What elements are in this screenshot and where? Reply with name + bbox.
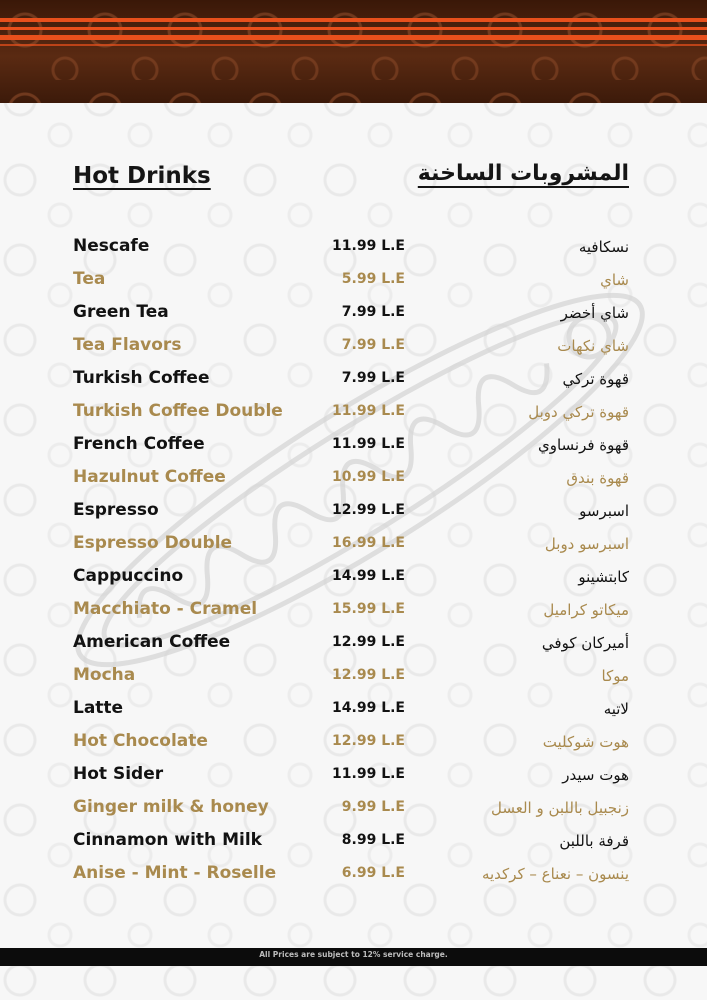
menu-item <box>0 561 707 594</box>
menu-item <box>0 363 707 396</box>
menu-item <box>0 726 707 759</box>
item-price: 7.99 L.E <box>341 370 405 386</box>
item-name-english: Hazulnut Coffee <box>73 467 226 487</box>
item-name-english: Cinnamon with Milk <box>73 830 262 850</box>
item-name-english: Anise - Mint - Roselle <box>73 863 277 883</box>
header-banner <box>0 0 707 103</box>
item-name-english: American Coffee <box>73 632 231 652</box>
item-name-english: Ginger milk & honey <box>73 797 269 817</box>
menu-item <box>0 627 707 660</box>
item-price: 11.99 L.E <box>332 238 405 254</box>
menu-item <box>0 858 707 891</box>
item-name-english: Mocha <box>73 665 136 685</box>
item-name-arabic: قهوة فرنساوي <box>537 436 629 454</box>
menu-item <box>0 495 707 528</box>
item-name-arabic: لاتيه <box>603 700 629 718</box>
item-name-english: Turkish Coffee Double <box>73 401 283 421</box>
item-name-english: Macchiato - Cramel <box>73 599 258 619</box>
item-name-arabic: هوت شوكليت <box>542 733 629 751</box>
menu-item <box>0 429 707 462</box>
item-name-arabic: زنجبيل باللبن و العسل <box>490 799 629 817</box>
item-price: 7.99 L.E <box>341 304 405 320</box>
item-name-english: Green Tea <box>73 302 169 322</box>
menu-list <box>0 231 707 891</box>
item-name-english: Cappuccino <box>73 566 184 586</box>
item-name-arabic: هوت سيدر <box>562 766 629 784</box>
service-charge-note: All Prices are subject to 12% service charge. <box>259 950 448 959</box>
item-price: 14.99 L.E <box>332 568 405 584</box>
item-name-arabic: كابتشينو <box>578 568 629 586</box>
item-price: 6.99 L.E <box>341 865 405 881</box>
item-price: 14.99 L.E <box>332 700 405 716</box>
item-name-arabic: ميكاتو كراميل <box>543 601 629 619</box>
item-name-arabic: ينسون – نعناع – كركديه <box>481 865 629 883</box>
item-price: 11.99 L.E <box>332 403 405 419</box>
menu-item <box>0 693 707 726</box>
menu-item <box>0 264 707 297</box>
item-name-english: Espresso <box>73 500 159 520</box>
item-name-arabic: قهوة تركي دوبل <box>528 403 629 421</box>
item-name-english: Turkish Coffee <box>73 368 210 388</box>
item-price: 11.99 L.E <box>332 766 405 782</box>
banner-stripe <box>0 27 707 30</box>
item-price: 8.99 L.E <box>341 832 405 848</box>
menu-item <box>0 462 707 495</box>
item-name-english: Nescafe <box>73 236 150 256</box>
item-price: 12.99 L.E <box>332 634 405 650</box>
item-name-english: Latte <box>73 698 124 718</box>
item-name-arabic: نسكافيه <box>578 238 629 256</box>
menu-item <box>0 660 707 693</box>
item-name-arabic: شاي <box>600 271 629 289</box>
item-price: 12.99 L.E <box>332 502 405 518</box>
menu-item <box>0 330 707 363</box>
banner-stripe <box>0 44 707 46</box>
menu-item <box>0 759 707 792</box>
menu-item <box>0 792 707 825</box>
item-price: 15.99 L.E <box>332 601 405 617</box>
item-price: 10.99 L.E <box>332 469 405 485</box>
menu-item <box>0 528 707 561</box>
item-price: 16.99 L.E <box>332 535 405 551</box>
item-name-arabic: أميركان كوفي <box>541 634 629 652</box>
menu-item <box>0 297 707 330</box>
banner-stripe <box>0 35 707 40</box>
section-title-arabic: المشروبات الساخنة <box>417 161 629 186</box>
menu-item <box>0 825 707 858</box>
menu-item <box>0 396 707 429</box>
item-price: 12.99 L.E <box>332 733 405 749</box>
banner-stripe <box>0 18 707 22</box>
item-name-arabic: قهوة تركي <box>562 370 629 388</box>
item-name-arabic: اسبرسو دوبل <box>544 535 629 553</box>
item-name-english: Espresso Double <box>73 533 233 553</box>
menu-item <box>0 231 707 264</box>
item-name-arabic: شاي نكهات <box>557 337 629 355</box>
section-title-english: Hot Drinks <box>73 163 211 189</box>
item-name-arabic: موكا <box>601 667 629 685</box>
item-name-arabic: اسبرسو <box>579 502 629 520</box>
item-name-arabic: شاي أخضر <box>560 304 629 322</box>
item-price: 11.99 L.E <box>332 436 405 452</box>
item-name-arabic: قهوة بندق <box>566 469 629 487</box>
item-price: 5.99 L.E <box>341 271 405 287</box>
item-price: 7.99 L.E <box>341 337 405 353</box>
item-name-english: French Coffee <box>73 434 205 454</box>
item-name-english: Tea Flavors <box>73 335 182 355</box>
item-name-english: Hot Sider <box>73 764 164 784</box>
item-price: 9.99 L.E <box>341 799 405 815</box>
item-name-english: Hot Chocolate <box>73 731 208 751</box>
menu-item <box>0 594 707 627</box>
item-price: 12.99 L.E <box>332 667 405 683</box>
item-name-english: Tea <box>73 269 106 289</box>
item-name-arabic: قرفة باللبن <box>559 832 629 850</box>
